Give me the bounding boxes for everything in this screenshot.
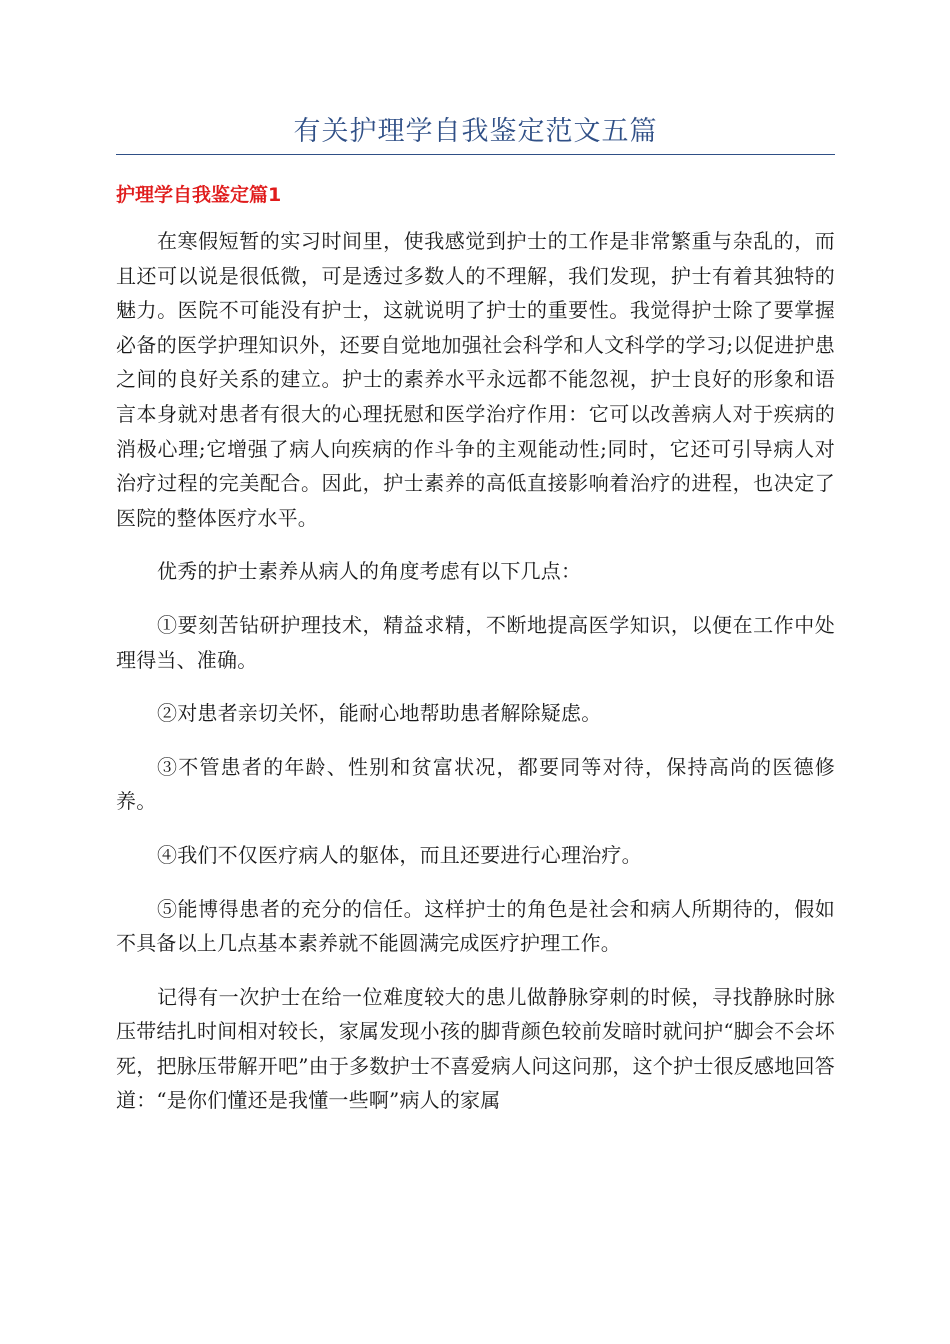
list-item-1: ①要刻苦钻研护理技术，精益求精，不断地提高医学知识，以便在工作中处理得当、准确。 <box>116 612 835 672</box>
document-body <box>116 224 835 1118</box>
list-item-4: ④我们不仅医疗病人的躯体，而且还要进行心理治疗。 <box>157 842 642 867</box>
document-title: 有关护理学自我鉴定范文五篇 <box>293 116 658 147</box>
list-item-3: ③不管患者的年龄、性别和贫富状况，都要同等对待，保持高尚的医德修养。 <box>116 754 835 814</box>
list-item-2: ②对患者亲切关怀，能耐心地帮助患者解除疑虑。 <box>157 701 602 726</box>
title-underline <box>116 154 835 155</box>
paragraph-anecdote: 记得有一次护士在给一位难度较大的患儿做静脉穿刺的时候，寻找静脉时脉压带结扎时间相对较长，家属发现小孩的脚背颜色较前发暗时就问护“脚会不会坏死，把脉压带解开吧”由于多数护士不喜爱病人问这问那，这个护士很反感地回答道：“是你们懂还是我懂一些啊”病人的家属 <box>116 984 835 1113</box>
section-heading: 护理学自我鉴定篇1 <box>116 184 282 206</box>
list-item-5: ⑤能博得患者的充分的信任。这样护士的角色是社会和病人所期待的，假如不具备以上几点基本素养就不能圆满完成医疗护理工作。 <box>116 896 835 956</box>
paragraph-intro: 在寒假短暂的实习时间里，使我感觉到护士的工作是非常繁重与杂乱的，而且还可以说是很低微，可是透过多数人的不理解，我们发现，护士有着其独特的魅力。医院不可能没有护士，这就说明了护士的重要性。我觉得护士除了要掌握必备的医学护理知识外，还要自觉地加强社会科学和人文科学的学习;以促进护患之间的良好关系的建立。护士的素养水平永远都不能忽视，护士良好的形象和语言本身就对患者有很大的心理抚慰和医学治疗作用：它可以改善病人对于疾病的消极心理;它增强了病人向疾病的作斗争的主观能动性;同时，它还可引导病人对治疗过程的完美配合。因此，护士素养的高低直接影响着治疗的进程，也决定了医院的整体医疗水平。 <box>116 229 835 530</box>
paragraph-qualities-lead: 优秀的护士素养从病人的角度考虑有以下几点： <box>157 559 582 584</box>
